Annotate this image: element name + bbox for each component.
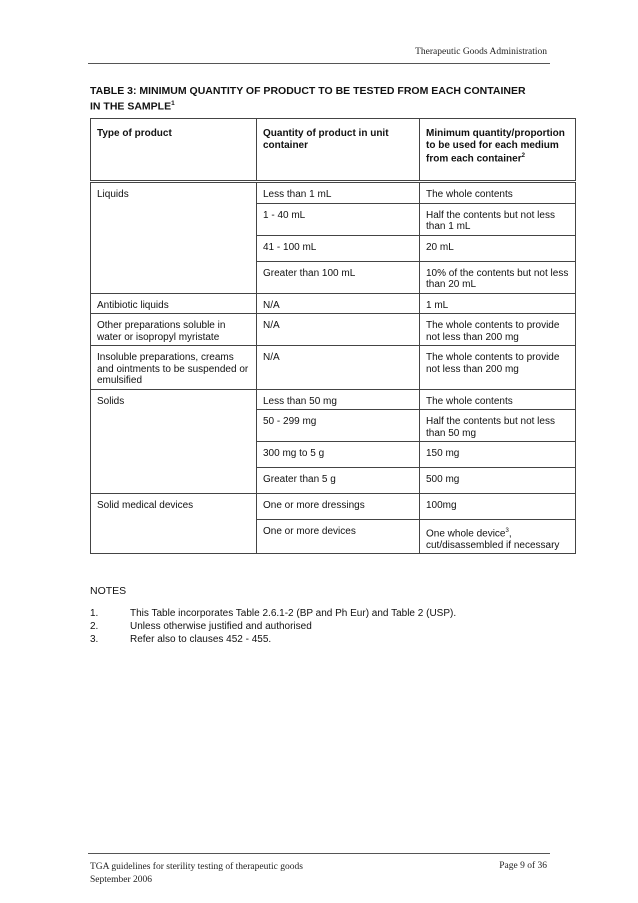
min-cell: Half the contents but not less than 1 mL: [420, 203, 576, 235]
min-cell: The whole contents: [420, 182, 576, 204]
header-type: Type of product: [91, 119, 257, 182]
table-title-line1: TABLE 3: MINIMUM QUANTITY OF PRODUCT TO BE TESTED FROM EACH CONTAINER: [90, 85, 526, 97]
type-cell-continued: [91, 410, 257, 442]
min-cell: The whole contents: [420, 389, 576, 410]
min-cell: The whole contents to provide not less than 200 mg: [420, 314, 576, 346]
type-cell-continued: [91, 468, 257, 494]
qty-cell: Less than 1 mL: [257, 182, 420, 204]
header-quantity: Quantity of product in unit container: [257, 119, 420, 182]
running-header: Therapeutic Goods Administration: [415, 47, 547, 57]
type-cell-continued: [91, 203, 257, 235]
footnote-ref: 3: [505, 528, 509, 534]
min-cell: Half the contents but not less than 50 mg: [420, 410, 576, 442]
table-row: [91, 520, 576, 554]
note-number: 3.: [90, 634, 99, 645]
min-cell: The whole contents to provide not less than 200 mg: [420, 346, 576, 390]
header-rule: [88, 63, 550, 64]
table-row: [91, 314, 576, 346]
qty-cell: 1 - 40 mL: [257, 203, 420, 235]
table-row: [91, 293, 576, 314]
min-cell-text: One whole device: [426, 528, 506, 540]
table-row: [91, 346, 576, 390]
type-cell: Liquids: [91, 182, 257, 204]
qty-cell: 50 - 299 mg: [257, 410, 420, 442]
footer-left: [90, 861, 303, 887]
type-cell-continued: [91, 520, 257, 554]
type-cell-continued: [91, 261, 257, 293]
type-cell: Solids: [91, 389, 257, 410]
note-text: Unless otherwise justified and authorised: [130, 621, 312, 632]
note-number: 2.: [90, 621, 99, 632]
table-row: [91, 203, 576, 235]
min-cell: 500 mg: [420, 468, 576, 494]
type-cell: Antibiotic liquids: [91, 293, 257, 314]
header-footnote-ref: 2: [521, 153, 525, 159]
qty-cell: Greater than 5 g: [257, 468, 420, 494]
table-row: [91, 442, 576, 468]
type-cell: Insoluble preparations, creams and ointments to be suspended or emulsified: [91, 346, 257, 390]
type-cell: Solid medical devices: [91, 494, 257, 520]
qty-cell: One or more devices: [257, 520, 420, 554]
note-text: This Table incorporates Table 2.6.1-2 (BP and Ph Eur) and Table 2 (USP).: [130, 608, 457, 619]
table-title: [90, 85, 560, 113]
quantity-table: [90, 118, 576, 554]
min-cell-text-cont: , cut/disassembled if necessary: [426, 528, 560, 551]
qty-cell: One or more dressings: [257, 494, 420, 520]
min-cell: 1 mL: [420, 293, 576, 314]
qty-cell: Greater than 100 mL: [257, 261, 420, 293]
qty-cell: 300 mg to 5 g: [257, 442, 420, 468]
qty-cell: Less than 50 mg: [257, 389, 420, 410]
page-number: Page 9 of 36: [499, 861, 547, 871]
table-title-line2: IN THE SAMPLE: [90, 100, 172, 112]
note-text: Refer also to clauses 452 - 455.: [130, 634, 272, 645]
table-header-row: [91, 119, 576, 182]
table-row: [91, 410, 576, 442]
min-cell: 10% of the contents but not less than 20 mL: [420, 261, 576, 293]
qty-cell: N/A: [257, 314, 420, 346]
min-cell: [420, 520, 576, 554]
min-cell: 150 mg: [420, 442, 576, 468]
footer-rule: [88, 853, 550, 854]
table-row: [91, 389, 576, 410]
table-row: [91, 261, 576, 293]
qty-cell: N/A: [257, 346, 420, 390]
header-minimum-label: Minimum quantity/proportion to be used for each medium from each container: [426, 128, 565, 165]
min-cell: 100mg: [420, 494, 576, 520]
type-cell-continued: [91, 442, 257, 468]
footer-date: September 2006: [90, 875, 153, 885]
notes-heading: NOTES: [90, 585, 127, 597]
title-footnote-ref: 1: [171, 99, 175, 107]
header-minimum: [420, 119, 576, 182]
qty-cell: N/A: [257, 293, 420, 314]
table-row: [91, 494, 576, 520]
note-number: 1.: [90, 608, 99, 619]
min-cell: 20 mL: [420, 235, 576, 261]
type-cell: Other preparations soluble in water or isopropyl myristate: [91, 314, 257, 346]
table-row: [91, 182, 576, 204]
qty-cell: 41 - 100 mL: [257, 235, 420, 261]
footer-doc-title: TGA guidelines for sterility testing of therapeutic goods: [90, 862, 303, 872]
type-cell-continued: [91, 235, 257, 261]
table-row: [91, 468, 576, 494]
table-row: [91, 235, 576, 261]
